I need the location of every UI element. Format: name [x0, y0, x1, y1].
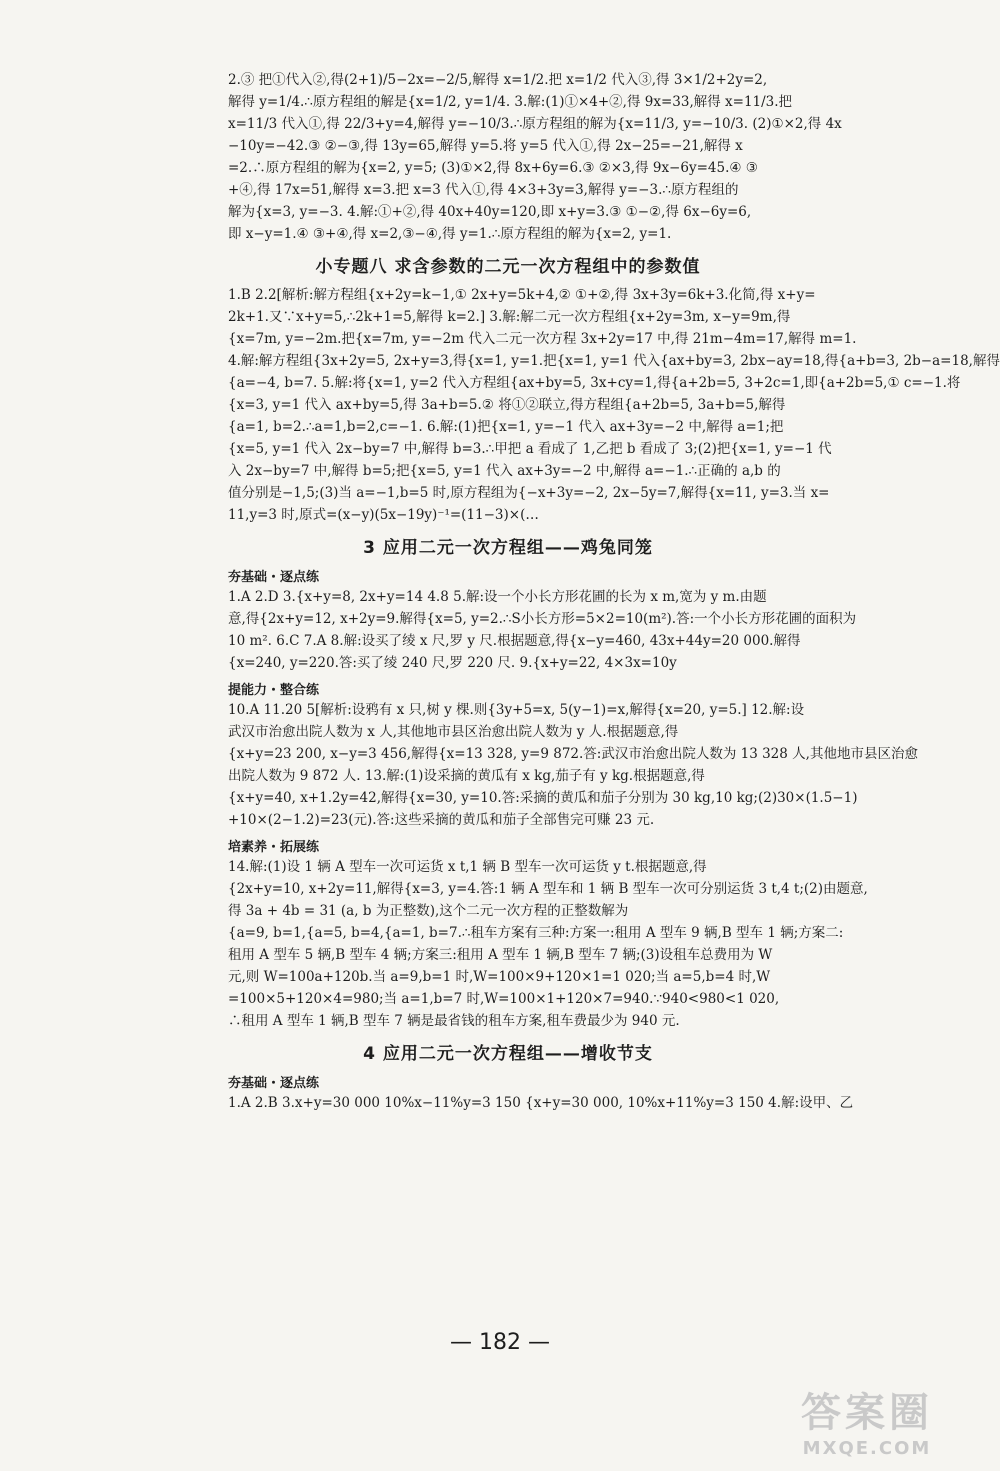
subsection-label-d: 夯基础・逐点练 [228, 1076, 320, 1091]
text-line: 4.解:解方程组{3x+2y=5, 2x+y=3,得{x=1, y=1.把{x=1, y=1 代入{ax+by=3, 2bx−ay=18,得{a+b=3, 2b−a=18,解得 [228, 353, 1000, 369]
text-line: =100×5+120×4=980;当 a=1,b=7 时,W=100×1+120×7=940.∵940<980<1 020, [228, 991, 780, 1007]
section-heading-3: 4 应用二元一次方程组——增收节支 [363, 1044, 653, 1064]
watermark-logo: 答案圈 MXQE.COM [801, 1390, 933, 1459]
text-line: =2.∴原方程组的解为{x=2, y=5; (3)①×2,得 8x+6y=6.③ ②×3,得 9x−6y=45.④ ③ [228, 160, 758, 176]
subsection-label-c: 培素养・拓展练 [228, 840, 320, 855]
text-line: 解得 y=1/4.∴原方程组的解是{x=1/2, y=1/4. 3.解:(1)①×4+②,得 9x=33,解得 x=11/3.把 [228, 94, 793, 110]
solution-block-top [228, 70, 842, 246]
section-heading-2: 3 应用二元一次方程组——鸡兔同笼 [363, 538, 653, 558]
text-line: {a=9, b=1,{a=5, b=4,{a=1, b=7.∴租车方案有三种:方案一:租用 A 型车 9 辆,B 型车 1 辆;方案二: [228, 925, 844, 941]
text-line: {x=5, y=1 代入 2x−by=7 中,解得 b=3.∴甲把 a 看成了 1,乙把 b 看成了 3;(2)把{x=1, y=−1 代 [228, 441, 832, 457]
text-line: 14.解:(1)设 1 辆 A 型车一次可运货 x t,1 辆 B 型车一次可运货 y t.根据题意,得 [228, 859, 707, 875]
page-content [228, 70, 1000, 1115]
text-line: ∴租用 A 型车 1 辆,B 型车 7 辆是最省钱的租车方案,租车费最少为 940 元. [228, 1013, 680, 1029]
text-line: 2k+1.又∵x+y=5,∴2k+1=5,解得 k=2.] 3.解:解二元一次方程组{x+2y=3m, x−y=9m,得 [228, 309, 791, 325]
text-line: 入 2x−by=7 中,解得 b=5;把{x=5, y=1 代入 ax+3y=−2 中,解得 a=−1.∴正确的 a,b 的 [228, 463, 781, 479]
subsection-label-a: 夯基础・逐点练 [228, 570, 320, 585]
text-line: −10y=−42.③ ②−③,得 13y=65,解得 y=5.将 y=5 代入①,得 2x−25=−21,解得 x [228, 138, 743, 154]
text-line: 租用 A 型车 5 辆,B 型车 4 辆;方案三:租用 A 型车 1 辆,B 型车 7 辆;(3)设租车总费用为 W [228, 947, 773, 963]
text-line: 值分别是−1,5;(3)当 a=−1,b=5 时,原方程组为{−x+3y=−2, 2x−5y=7,解得{x=11, y=3.当 x= [228, 485, 830, 501]
text-line: 11,y=3 时,原式=(x−y)(5x−19y)⁻¹=(11−3)×(… [228, 507, 539, 523]
text-line: 得 3a + 4b = 31 (a, b 为正整数),这个二元一次方程的正整数解为 [228, 903, 629, 919]
solution-block-mid [228, 285, 1000, 527]
text-line: +10×(2−1.2)=23(元).答:这些采摘的黄瓜和茄子全部售完可赚 23 元. [228, 812, 655, 828]
text-line: 出院人数为 9 872 人. 13.解:(1)设采摘的黄瓜有 x kg,茄子有 y kg.根据题意,得 [228, 768, 705, 784]
text-line: {x+y=23 200, x−y=3 456,解得{x=13 328, y=9 872.答:武汉市治愈出院人数为 13 328 人,其他地市县区治愈 [228, 746, 918, 762]
text-line: 1.B 2.2[解析:解方程组{x+2y=k−1,① 2x+y=5k+4,② ①+②,得 3x+3y=6k+3.化简,得 x+y= [228, 287, 816, 303]
text-line: {x=240, y=220.答:买了绫 240 尺,罗 220 尺. 9.{x+y=22, 4×3x=10y [228, 655, 677, 671]
subsection-label-b: 提能力・整合练 [228, 683, 320, 698]
text-line: +④,得 17x=51,解得 x=3.把 x=3 代入①,得 4×3+3y=3,解得 y=−3.∴原方程组的 [228, 182, 739, 198]
text-line: 10.A 11.20 5[解析:设鸦有 x 只,树 y 棵.则{3y+5=x, 5(y−1)=x,解得{x=20, y=5.] 12.解:设 [228, 702, 805, 718]
text-line: 解为{x=3, y=−3. 4.解:①+②,得 40x+40y=120,即 x+y=3.③ ①−②,得 6x−6y=6, [228, 204, 752, 220]
text-line: {x=7m, y=−2m.把{x=7m, y=−2m 代入二元一次方程 3x+2y=17 中,得 21m−4m=17,解得 m=1. [228, 331, 857, 347]
text-line: {x=3, y=1 代入 ax+by=5,得 3a+b=5.② 将①②联立,得方程组{a+2b=5, 3a+b=5,解得 [228, 397, 786, 413]
solution-block-a [228, 587, 857, 675]
text-line: {a=−4, b=7. 5.解:将{x=1, y=2 代入方程组{ax+by=5, 3x+cy=1,得{a+2b=5, 3+2c=1,即{a+2b=5,① c=−1.将 [228, 375, 961, 391]
text-line: 1.A 2.D 3.{x+y=8, 2x+y=14 4.8 5.解:设一个小长方形花圃的长为 x m,宽为 y m.由题 [228, 589, 767, 605]
text-line: {a=1, b=2.∴a=1,b=2,c=−1. 6.解:(1)把{x=1, y=−1 代入 ax+3y=−2 中,解得 a=1;把 [228, 419, 784, 435]
text-line: x=11/3 代入①,得 22/3+y=4,解得 y=−10/3.∴原方程组的解为{x=11/3, y=−10/3. (2)①×2,得 4x [228, 116, 842, 132]
text-line: 2.③ 把①代入②,得(2+1)/5−2x=−2/5,解得 x=1/2.把 x=1/2 代入③,得 3×1/2+2y=2, [228, 72, 768, 88]
page-number: — 182 — [450, 1330, 550, 1355]
solution-block-c [228, 857, 868, 1033]
solution-block-b [228, 700, 918, 832]
text-line: 10 m². 6.C 7.A 8.解:设买了绫 x 尺,罗 y 尺.根据题意,得{x−y=460, 43x+44y=20 000.解得 [228, 633, 801, 649]
text-line: 元,则 W=100a+120b.当 a=9,b=1 时,W=100×9+120×1=1 020;当 a=5,b=4 时,W [228, 969, 771, 985]
text-line: {2x+y=10, x+2y=11,解得{x=3, y=4.答:1 辆 A 型车和 1 辆 B 型车一次可分别运货 3 t,4 t;(2)由题意, [228, 881, 868, 897]
text-line: 1.A 2.B 3.x+y=30 000 10%x−11%y=3 150 {x+y=30 000, 10%x+11%y=3 150 4.解:设甲、乙 [228, 1095, 854, 1111]
text-line: 武汉市治愈出院人数为 x 人,其他地市县区治愈出院人数为 y 人.根据题意,得 [228, 724, 679, 740]
solution-block-d [228, 1093, 854, 1115]
text-line: 意,得{2x+y=12, x+2y=9.解得{x=5, y=2.∴S小长方形=5×2=10(m²).答:一个小长方形花圃的面积为 [228, 611, 857, 627]
section-heading-1: 小专题八 求含参数的二元一次方程组中的参数值 [315, 257, 701, 277]
text-line: {x+y=40, x+1.2y=42,解得{x=30, y=10.答:采摘的黄瓜和茄子分别为 30 kg,10 kg;(2)30×(1.5−1) [228, 790, 858, 806]
text-line: 即 x−y=1.④ ③+④,得 x=2,③−④,得 y=1.∴原方程组的解为{x=2, y=1. [228, 226, 672, 242]
